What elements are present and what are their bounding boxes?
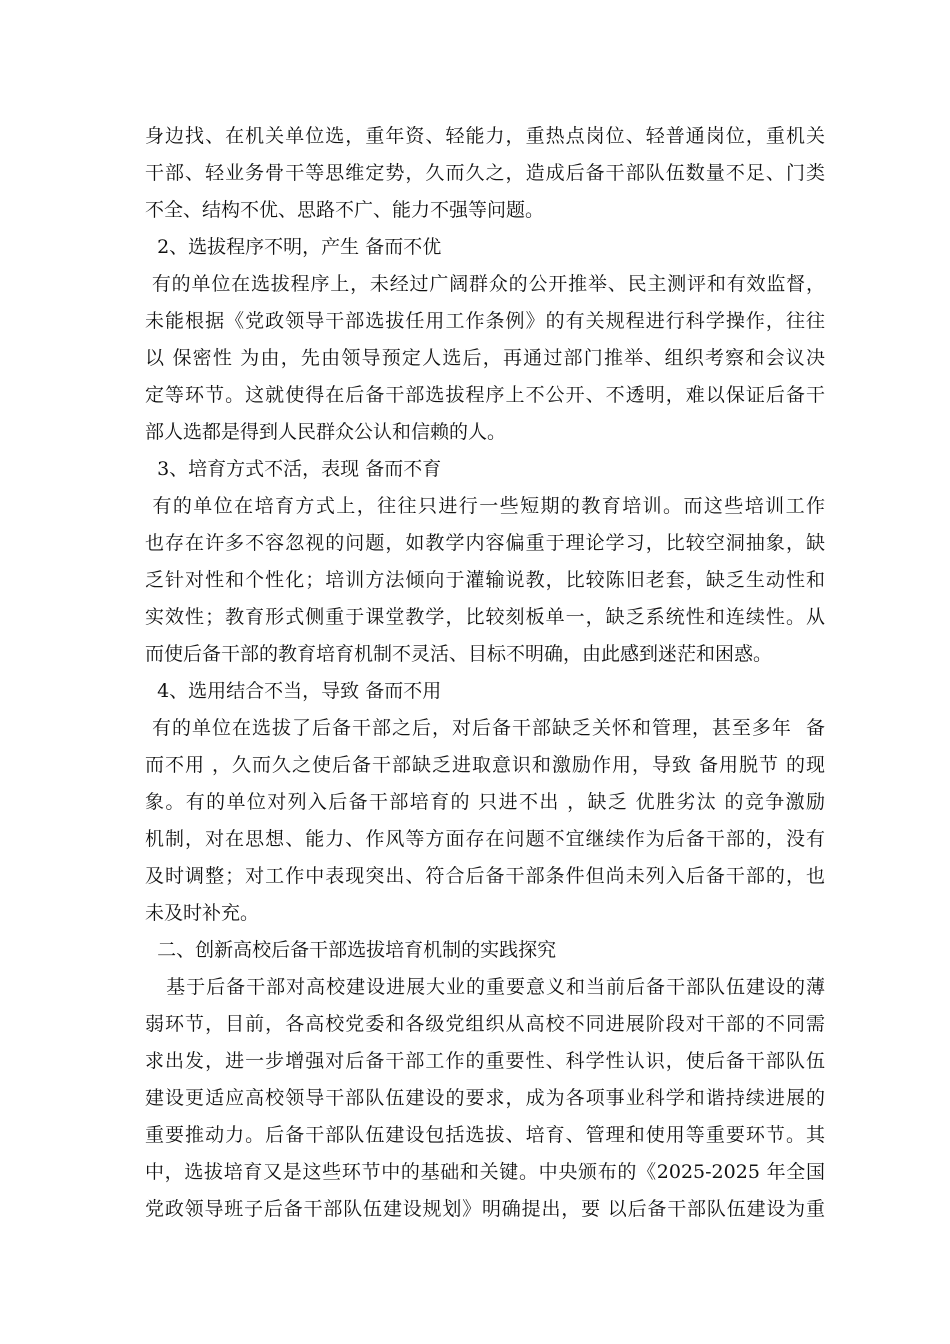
text-line: 干部、轻业务骨干等思维定势，久而久之，造成后备干部队伍数量不足、门类 <box>145 162 825 184</box>
text-line: 基于后备干部对高校建设进展大业的重要意义和当前后备干部队伍建设的薄 <box>145 976 825 998</box>
text-line: 实效性；教育形式侧重于课堂教学，比较刻板单一，缺乏系统性和连续性。从 <box>145 606 825 628</box>
text-line: 有的单位在选拔程序上，未经过广阔群众的公开推举、民主测评和有效监督， <box>145 273 825 295</box>
text-line: 重要推动力。后备干部队伍建设包括选拔、培育、管理和使用等重要环节。其 <box>145 1124 825 1146</box>
section-heading: 2、选拔程序不明，产生 备而不优 <box>145 236 442 258</box>
text-line: 以 保密性 为由，先由领导预定人选后，再通过部门推举、组织考察和会议决 <box>145 347 825 369</box>
text-line: 象。有的单位对列入后备干部培育的 只进不出 ，缺乏 优胜劣汰 的竞争激励 <box>145 791 825 813</box>
text-line: 而使后备干部的教育培育机制不灵活、目标不明确，由此感到迷茫和困惑。 <box>145 643 773 665</box>
section-heading: 4、选用结合不当，导致 备而不用 <box>145 680 442 702</box>
text-line: 部人选都是得到人民群众公认和信赖的人。 <box>145 421 507 443</box>
text-line: 未及时补充。 <box>145 902 260 924</box>
text-line: 而不用 ，久而久之使后备干部缺乏进取意识和激励作用，导致 备用脱节 的现 <box>145 754 825 776</box>
text-line: 定等环节。这就使得在后备干部选拔程序上不公开、不透明，难以保证后备干 <box>145 384 825 406</box>
text-line: 中，选拔培育又是这些环节中的基础和关键。中央颁布的《2025-2025 年全国 <box>145 1161 825 1183</box>
text-line: 乏针对性和个性化；培训方法倾向于灌输说教，比较陈旧老套，缺乏生动性和 <box>145 569 825 591</box>
text-line: 机制，对在思想、能力、作风等方面存在问题不宜继续作为后备干部的，没有 <box>145 828 825 850</box>
section-heading: 二、创新高校后备干部选拔培育机制的实践探究 <box>145 939 557 961</box>
text-line: 建设更适应高校领导干部队伍建设的要求，成为各项事业科学和谐持续进展的 <box>145 1087 825 1109</box>
text-line: 及时调整；对工作中表现突出、符合后备干部条件但尚未列入后备干部的，也 <box>145 865 825 887</box>
text-line: 未能根据《党政领导干部选拔任用工作条例》的有关规程进行科学操作，往往 <box>145 310 825 332</box>
text-line: 弱环节，目前，各高校党委和各级党组织从高校不同进展阶段对干部的不同需 <box>145 1013 825 1035</box>
text-line: 有的单位在选拔了后备干部之后，对后备干部缺乏关怀和管理，甚至多年 备 <box>145 717 825 739</box>
section-heading: 3、培育方式不活，表现 备而不育 <box>145 458 442 480</box>
text-line: 不全、结构不优、思路不广、能力不强等问题。 <box>145 199 545 221</box>
text-line: 也存在许多不容忽视的问题，如教学内容偏重于理论学习，比较空洞抽象，缺 <box>145 532 825 554</box>
text-line: 求出发，进一步增强对后备干部工作的重要性、科学性认识，使后备干部队伍 <box>145 1050 825 1072</box>
text-line: 身边找、在机关单位选，重年资、轻能力，重热点岗位、轻普通岗位，重机关 <box>145 125 825 147</box>
text-line: 党政领导班子后备干部队伍建设规划》明确提出，要 以后备干部队伍建设为重 <box>145 1198 825 1220</box>
text-line: 有的单位在培育方式上，往往只进行一些短期的教育培训。而这些培训工作 <box>145 495 825 517</box>
